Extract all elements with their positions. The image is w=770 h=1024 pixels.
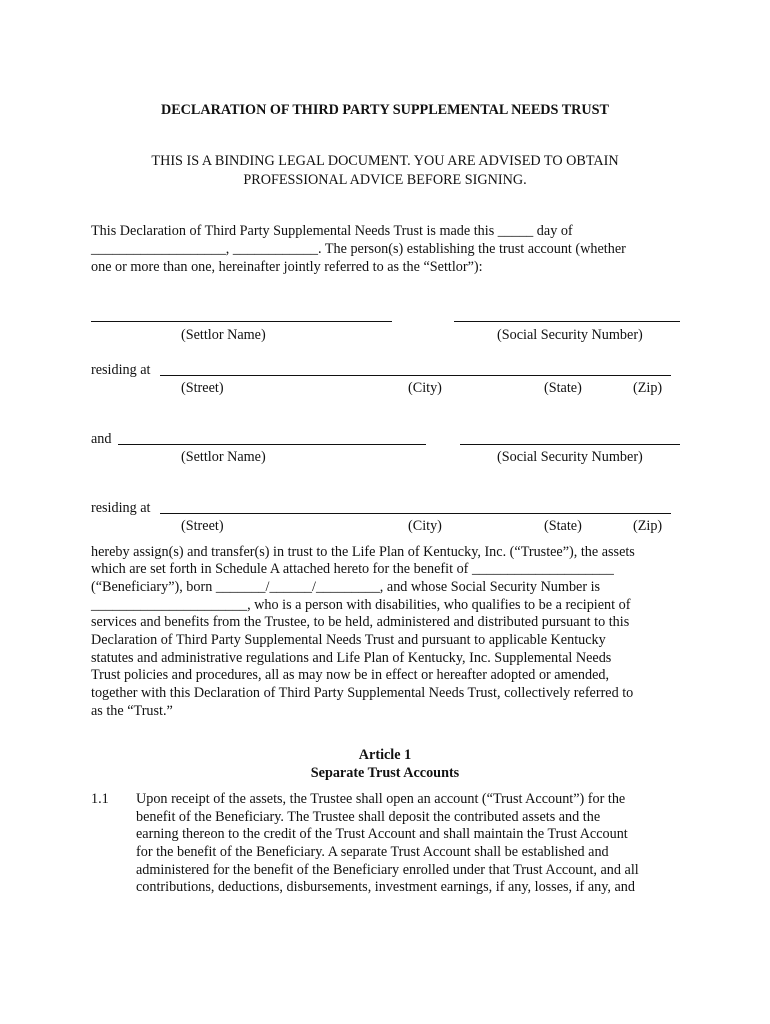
assignment-line-6: Declaration of Third Party Supplemental Needs Trust and pursuant to applicable Kentucky (91, 632, 606, 648)
section-line-2: benefit of the Beneficiary. The Trustee shall deposit the contributed assets and the (136, 809, 601, 825)
settlor-1-city-caption: (City) (408, 380, 442, 396)
section-line-3: earning thereon to the credit of the Trust Account and shall maintain the Trust Account (136, 826, 628, 842)
settlor-2-city-caption: (City) (408, 518, 442, 534)
section-line-6: contributions, deductions, disbursements, investment earnings, if any, losses, if any, and (136, 879, 635, 895)
assignment-line-8: Trust policies and procedures, all as may now be in effect or hereafter adopted or amended, (91, 667, 610, 683)
settlor-1-zip-caption: (Zip) (633, 380, 663, 396)
assignment-line-7: statutes and administrative regulations and Life Plan of Kentucky, Inc. Supplemental Needs (91, 650, 612, 666)
intro-line-3: one or more than one, hereinafter jointly referred to as the “Settlor”): (91, 259, 483, 275)
intro-line-2: ___________________, ____________. The person(s) establishing the trust account (whether (91, 241, 626, 257)
assignment-line-10: as the “Trust.” (91, 703, 173, 719)
settlor-2-residing-label: residing at (91, 500, 151, 516)
article-number: Article 1 (358, 747, 412, 763)
settlor-2-ssn-caption: (Social Security Number) (497, 449, 643, 465)
settlor-2-street-caption: (Street) (181, 518, 224, 534)
assignment-line-1: hereby assign(s) and transfer(s) in trust to the Life Plan of Kentucky, Inc. (“Trustee”), the assets (91, 544, 635, 560)
settlor-1-ssn-line (454, 321, 680, 322)
settlor-2-name-caption: (Settlor Name) (181, 449, 266, 465)
assignment-line-4: ______________________, who is a person with disabilities, who qualifies to be a recipient of (91, 597, 631, 613)
assignment-line-5: services and benefits from the Trustee, to be held, administered and distributed pursuant to this (91, 614, 630, 630)
settlor-1-ssn-caption: (Social Security Number) (497, 327, 643, 343)
assignment-line-9: together with this Declaration of Third Party Supplemental Needs Trust, collectively referred to (91, 685, 634, 701)
section-number: 1.1 (91, 791, 109, 807)
assignment-line-2: which are set forth in Schedule A attached hereto for the benefit of ____________________ (91, 561, 614, 577)
document-title: DECLARATION OF THIRD PARTY SUPPLEMENTAL NEEDS TRUST (160, 102, 610, 118)
warning-line-1: THIS IS A BINDING LEGAL DOCUMENT. YOU ARE ADVISED TO OBTAIN (151, 153, 619, 169)
settlor-1-state-caption: (State) (544, 380, 582, 396)
intro-line-1: This Declaration of Third Party Supplemental Needs Trust is made this _____ day of (91, 223, 573, 239)
settlor-2-and-label: and (91, 431, 112, 447)
article-heading: Separate Trust Accounts (310, 765, 460, 781)
settlor-2-zip-caption: (Zip) (633, 518, 663, 534)
settlor-2-ssn-line (460, 444, 680, 445)
section-line-1: Upon receipt of the assets, the Trustee shall open an account (“Trust Account”) for the (136, 791, 626, 807)
section-line-4: for the benefit of the Beneficiary. A separate Trust Account shall be established and (136, 844, 609, 860)
settlor-1-name-line (91, 321, 392, 322)
settlor-1-address-line (160, 375, 671, 376)
settlor-2-address-line (160, 513, 671, 514)
warning-line-2: PROFESSIONAL ADVICE BEFORE SIGNING. (243, 172, 527, 188)
settlor-2-name-line (118, 444, 426, 445)
settlor-1-residing-label: residing at (91, 362, 151, 378)
assignment-line-3: (“Beneficiary”), born _______/______/_________, and whose Social Security Number is (91, 579, 601, 595)
section-line-5: administered for the benefit of the Beneficiary enrolled under that Trust Account, and all (136, 862, 639, 878)
settlor-1-name-caption: (Settlor Name) (181, 327, 266, 343)
settlor-2-state-caption: (State) (544, 518, 582, 534)
settlor-1-street-caption: (Street) (181, 380, 224, 396)
